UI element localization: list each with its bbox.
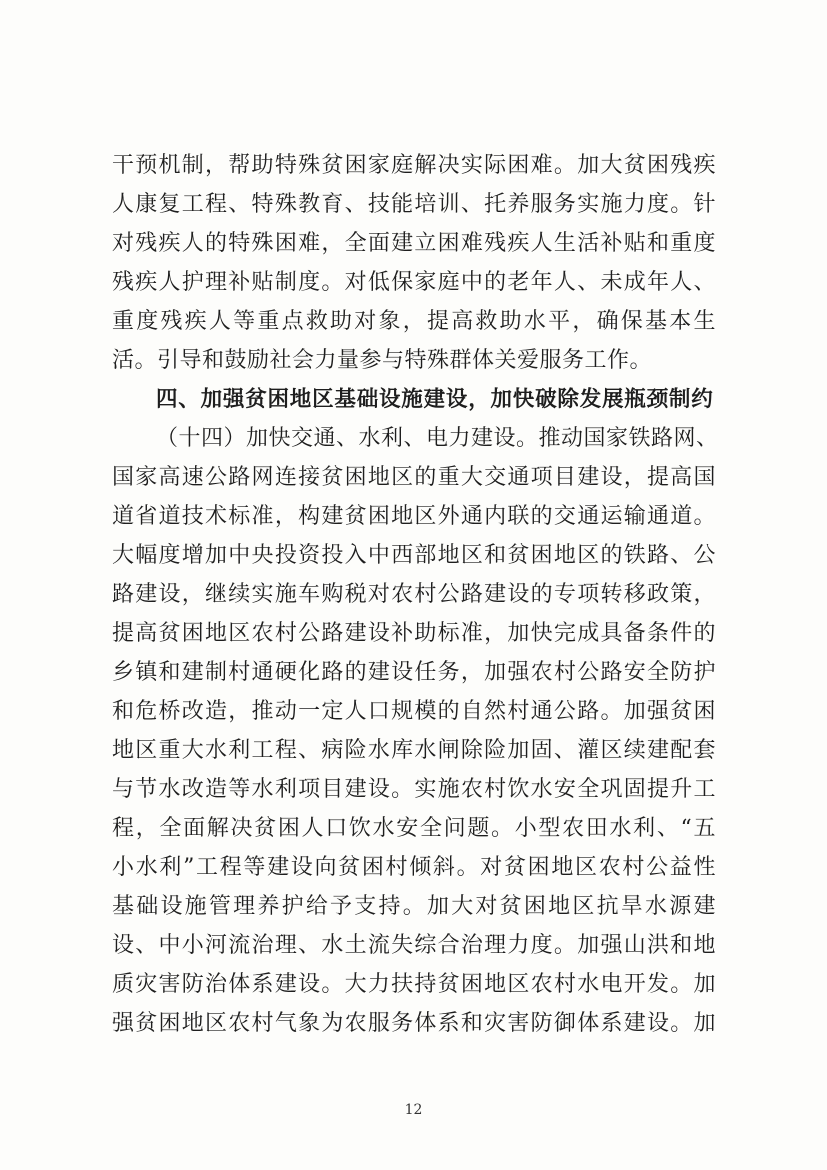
text-line: 对残疾人的特殊困难，全面建立困难残疾人生活补贴和重度 xyxy=(112,231,716,256)
text-line: （十四）加快交通、水利、电力建设。推动国家铁路网、 xyxy=(156,426,719,451)
text-line: 和危桥改造，推动一定人口规模的自然村通公路。加强贫困 xyxy=(112,699,716,724)
text-line: 残疾人护理补贴制度。对低保家庭中的老年人、未成年人、 xyxy=(112,270,716,295)
text-line: 强贫困地区农村气象为农服务体系和灾害防御体系建设。加 xyxy=(112,1011,716,1036)
page-number: 12 xyxy=(404,1102,423,1118)
text-line: 小水利”工程等建设向贫困村倾斜。对贫困地区农村公益性 xyxy=(112,855,716,880)
section-heading: 四、加强贫困地区基础设施建设，加快破除发展瓶颈制约 xyxy=(156,387,714,412)
text-line: 质灾害防治体系建设。大力扶持贫困地区农村水电开发。加 xyxy=(112,972,716,997)
text-line: 活。引导和鼓励社会力量参与特殊群体关爱服务工作。 xyxy=(112,348,653,373)
text-line: 人康复工程、特殊教育、技能培训、托养服务实施力度。针 xyxy=(112,192,716,217)
text-line: 乡镇和建制村通硬化路的建设任务，加强农村公路安全防护 xyxy=(112,660,716,685)
text-line: 重度残疾人等重点救助对象，提高救助水平，确保基本生 xyxy=(112,309,716,334)
text-line: 基础设施管理养护给予支持。加大对贫困地区抗旱水源建 xyxy=(112,894,716,919)
text-line: 设、中小河流治理、水土流失综合治理力度。加强山洪和地 xyxy=(112,933,716,958)
body-text xyxy=(112,146,719,1043)
text-line: 路建设，继续实施车购税对农村公路建设的专项转移政策， xyxy=(112,582,716,607)
text-line: 国家高速公路网连接贫困地区的重大交通项目建设，提高国 xyxy=(112,465,716,490)
text-line: 提高贫困地区农村公路建设补助标准，加快完成具备条件的 xyxy=(112,621,716,646)
text-line: 大幅度增加中央投资投入中西部地区和贫困地区的铁路、公 xyxy=(112,543,716,568)
text-line: 干预机制，帮助特殊贫困家庭解决实际困难。加大贫困残疾 xyxy=(112,153,716,178)
text-line: 地区重大水利工程、病险水库水闸除险加固、灌区续建配套 xyxy=(112,738,716,763)
text-line: 与节水改造等水利项目建设。实施农村饮水安全巩固提升工 xyxy=(112,777,716,802)
text-line: 道省道技术标准，构建贫困地区外通内联的交通运输通道。 xyxy=(112,504,716,529)
text-line: 程，全面解决贫困人口饮水安全问题。小型农田水利、“五 xyxy=(112,816,716,841)
